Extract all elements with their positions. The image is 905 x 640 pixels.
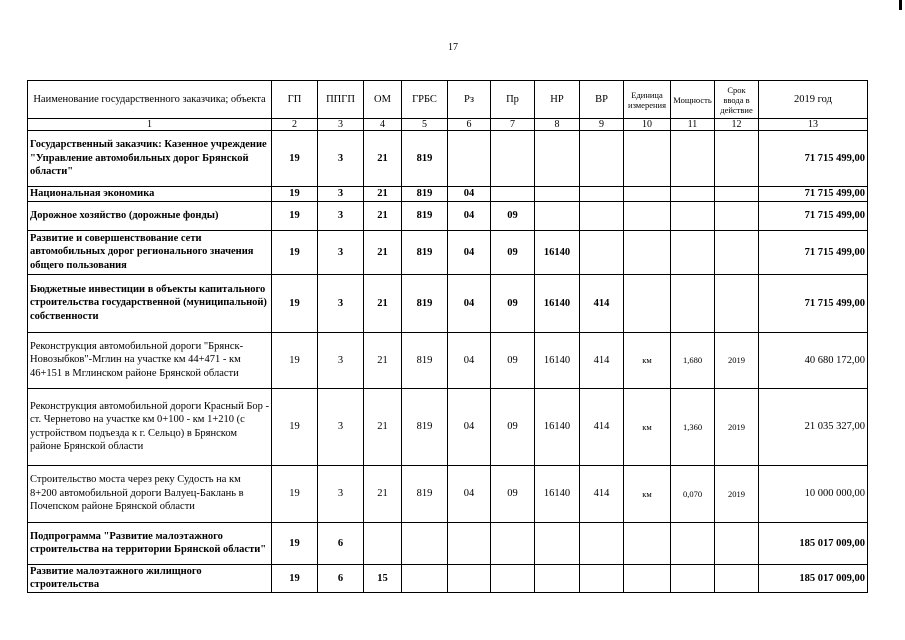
cell-unit: [624, 522, 671, 564]
cell-name: Развитие малоэтажного жилищного строительства: [28, 564, 272, 592]
cell-vr: [580, 201, 624, 230]
cell-rz: 04: [448, 274, 491, 332]
cell-unit: [624, 564, 671, 592]
cell-amount: 71 715 499,00: [759, 274, 868, 332]
cell-gp: 19: [272, 465, 318, 522]
cell-unit: [624, 230, 671, 274]
cell-capacity: 1,680: [671, 332, 715, 388]
cell-vr: 414: [580, 388, 624, 465]
header-om: ОМ: [364, 81, 402, 119]
cell-pr: 09: [491, 201, 535, 230]
column-number: 6: [448, 119, 491, 131]
cell-pr: 09: [491, 332, 535, 388]
cell-om: 21: [364, 201, 402, 230]
header-year: 2019 год: [759, 81, 868, 119]
cell-unit: км: [624, 465, 671, 522]
cell-nr: [535, 564, 580, 592]
cell-nr: [535, 201, 580, 230]
table-row: [28, 274, 868, 332]
cell-ppgp: 3: [318, 201, 364, 230]
cell-ppgp: 3: [318, 465, 364, 522]
cell-gp: 19: [272, 274, 318, 332]
header-gp: ГП: [272, 81, 318, 119]
column-number: 5: [402, 119, 448, 131]
cell-rz: [448, 131, 491, 187]
cell-pr: [491, 522, 535, 564]
cell-capacity: [671, 131, 715, 187]
cell-term: 2019: [715, 388, 759, 465]
cell-name: Подпрограмма "Развитие малоэтажного строительства на территории Брянской области": [28, 522, 272, 564]
cell-term: [715, 230, 759, 274]
table-row: [28, 201, 868, 230]
header-capacity: Мощность: [671, 81, 715, 119]
cell-name: Реконструкция автомобильной дороги Красный Бор - ст. Чернетово на участке км 0+100 - км 1+210 (с устройством подъезда к г. Сельцо) в Брянском районе Брянской области: [28, 388, 272, 465]
table-row: [28, 522, 868, 564]
cell-name: Государственный заказчик: Казенное учреждение "Управление автомобильных дорог Брянской области": [28, 131, 272, 187]
column-number: 9: [580, 119, 624, 131]
cell-rz: 04: [448, 187, 491, 202]
cell-capacity: [671, 230, 715, 274]
page-number: 17: [448, 42, 458, 53]
header-ppgp: ППГП: [318, 81, 364, 119]
cell-vr: [580, 187, 624, 202]
table-row: [28, 564, 868, 592]
cell-nr: [535, 187, 580, 202]
cell-pr: [491, 131, 535, 187]
cell-rz: 04: [448, 332, 491, 388]
header-row: [28, 81, 868, 119]
cell-rz: 04: [448, 230, 491, 274]
cell-grbs: 819: [402, 465, 448, 522]
header-nr: НР: [535, 81, 580, 119]
column-number: 1: [28, 119, 272, 131]
cell-amount: 71 715 499,00: [759, 230, 868, 274]
cell-term: [715, 131, 759, 187]
cell-ppgp: 3: [318, 230, 364, 274]
cell-amount: 71 715 499,00: [759, 131, 868, 187]
cell-pr: [491, 564, 535, 592]
cell-ppgp: 3: [318, 187, 364, 202]
cell-unit: [624, 131, 671, 187]
header-grbs: ГРБС: [402, 81, 448, 119]
cell-unit: [624, 187, 671, 202]
cell-name: Национальная экономика: [28, 187, 272, 202]
cell-grbs: 819: [402, 274, 448, 332]
cell-om: 21: [364, 274, 402, 332]
cell-amount: 185 017 009,00: [759, 564, 868, 592]
cell-gp: 19: [272, 388, 318, 465]
cell-ppgp: 3: [318, 332, 364, 388]
cell-term: [715, 564, 759, 592]
cell-om: [364, 522, 402, 564]
cell-capacity: 1,360: [671, 388, 715, 465]
cell-amount: 71 715 499,00: [759, 201, 868, 230]
cell-grbs: 819: [402, 131, 448, 187]
cell-grbs: 819: [402, 230, 448, 274]
cell-gp: 19: [272, 201, 318, 230]
column-number: 12: [715, 119, 759, 131]
table-row: [28, 131, 868, 187]
cell-capacity: [671, 187, 715, 202]
cell-pr: 09: [491, 465, 535, 522]
budget-table: [27, 80, 868, 593]
cell-vr: [580, 131, 624, 187]
cell-unit: [624, 201, 671, 230]
header-term: Срок ввода в действие: [715, 81, 759, 119]
cell-unit: км: [624, 332, 671, 388]
cell-om: 21: [364, 230, 402, 274]
cell-vr: [580, 522, 624, 564]
cell-vr: 414: [580, 332, 624, 388]
cell-capacity: [671, 522, 715, 564]
cell-nr: 16140: [535, 465, 580, 522]
cell-name: Реконструкция автомобильной дороги "Брянск-Новозыбков"-Мглин на участке км 44+471 - км 46+151 в Мглинском районе Брянской области: [28, 332, 272, 388]
cell-capacity: 0,070: [671, 465, 715, 522]
cell-vr: 414: [580, 465, 624, 522]
cell-term: [715, 274, 759, 332]
cell-amount: 71 715 499,00: [759, 187, 868, 202]
cell-pr: 09: [491, 388, 535, 465]
cell-gp: 19: [272, 187, 318, 202]
column-number-row: [28, 119, 868, 131]
column-number: 8: [535, 119, 580, 131]
cell-om: 21: [364, 131, 402, 187]
cell-om: 21: [364, 332, 402, 388]
cell-nr: [535, 131, 580, 187]
cell-rz: 04: [448, 388, 491, 465]
cell-ppgp: 3: [318, 131, 364, 187]
cell-rz: 04: [448, 465, 491, 522]
cell-term: [715, 201, 759, 230]
edge-mark: [899, 0, 902, 10]
cell-term: [715, 522, 759, 564]
column-number: 10: [624, 119, 671, 131]
cell-nr: 16140: [535, 332, 580, 388]
cell-term: 2019: [715, 332, 759, 388]
cell-ppgp: 6: [318, 564, 364, 592]
cell-grbs: [402, 522, 448, 564]
cell-amount: 40 680 172,00: [759, 332, 868, 388]
header-pr: Пр: [491, 81, 535, 119]
cell-name: Развитие и совершенствование сети автомобильных дорог регионального значения общего пользования: [28, 230, 272, 274]
cell-nr: 16140: [535, 274, 580, 332]
cell-grbs: [402, 564, 448, 592]
cell-om: 21: [364, 187, 402, 202]
cell-nr: [535, 522, 580, 564]
cell-gp: 19: [272, 332, 318, 388]
cell-name: Дорожное хозяйство (дорожные фонды): [28, 201, 272, 230]
cell-nr: 16140: [535, 230, 580, 274]
header-unit: Единица измерения: [624, 81, 671, 119]
cell-unit: км: [624, 388, 671, 465]
cell-pr: [491, 187, 535, 202]
cell-ppgp: 3: [318, 274, 364, 332]
cell-nr: 16140: [535, 388, 580, 465]
cell-term: [715, 187, 759, 202]
column-number: 4: [364, 119, 402, 131]
table-row: [28, 187, 868, 202]
table-row: [28, 465, 868, 522]
cell-amount: 21 035 327,00: [759, 388, 868, 465]
cell-capacity: [671, 201, 715, 230]
cell-rz: [448, 522, 491, 564]
column-number: 3: [318, 119, 364, 131]
cell-ppgp: 6: [318, 522, 364, 564]
cell-grbs: 819: [402, 388, 448, 465]
cell-gp: 19: [272, 131, 318, 187]
cell-om: 21: [364, 388, 402, 465]
cell-vr: [580, 230, 624, 274]
cell-vr: 414: [580, 274, 624, 332]
cell-gp: 19: [272, 564, 318, 592]
cell-name: Строительство моста через реку Судость на км 8+200 автомобильной дороги Валуец-Баклань в Почепском районе Брянской области: [28, 465, 272, 522]
cell-capacity: [671, 274, 715, 332]
cell-amount: 10 000 000,00: [759, 465, 868, 522]
cell-term: 2019: [715, 465, 759, 522]
column-number: 13: [759, 119, 868, 131]
cell-grbs: 819: [402, 332, 448, 388]
table-row: [28, 230, 868, 274]
cell-gp: 19: [272, 522, 318, 564]
cell-vr: [580, 564, 624, 592]
table-row: [28, 388, 868, 465]
column-number: 7: [491, 119, 535, 131]
cell-amount: 185 017 009,00: [759, 522, 868, 564]
cell-capacity: [671, 564, 715, 592]
cell-pr: 09: [491, 230, 535, 274]
column-number: 2: [272, 119, 318, 131]
header-vr: ВР: [580, 81, 624, 119]
cell-pr: 09: [491, 274, 535, 332]
header-rz: Рз: [448, 81, 491, 119]
cell-om: 15: [364, 564, 402, 592]
cell-unit: [624, 274, 671, 332]
cell-gp: 19: [272, 230, 318, 274]
cell-rz: [448, 564, 491, 592]
table-row: [28, 332, 868, 388]
cell-ppgp: 3: [318, 388, 364, 465]
header-name: Наименование государственного заказчика; объекта: [28, 81, 272, 119]
cell-om: 21: [364, 465, 402, 522]
column-number: 11: [671, 119, 715, 131]
cell-grbs: 819: [402, 201, 448, 230]
cell-rz: 04: [448, 201, 491, 230]
cell-name: Бюджетные инвестиции в объекты капитального строительства государственной (муниципальной) собственности: [28, 274, 272, 332]
cell-grbs: 819: [402, 187, 448, 202]
